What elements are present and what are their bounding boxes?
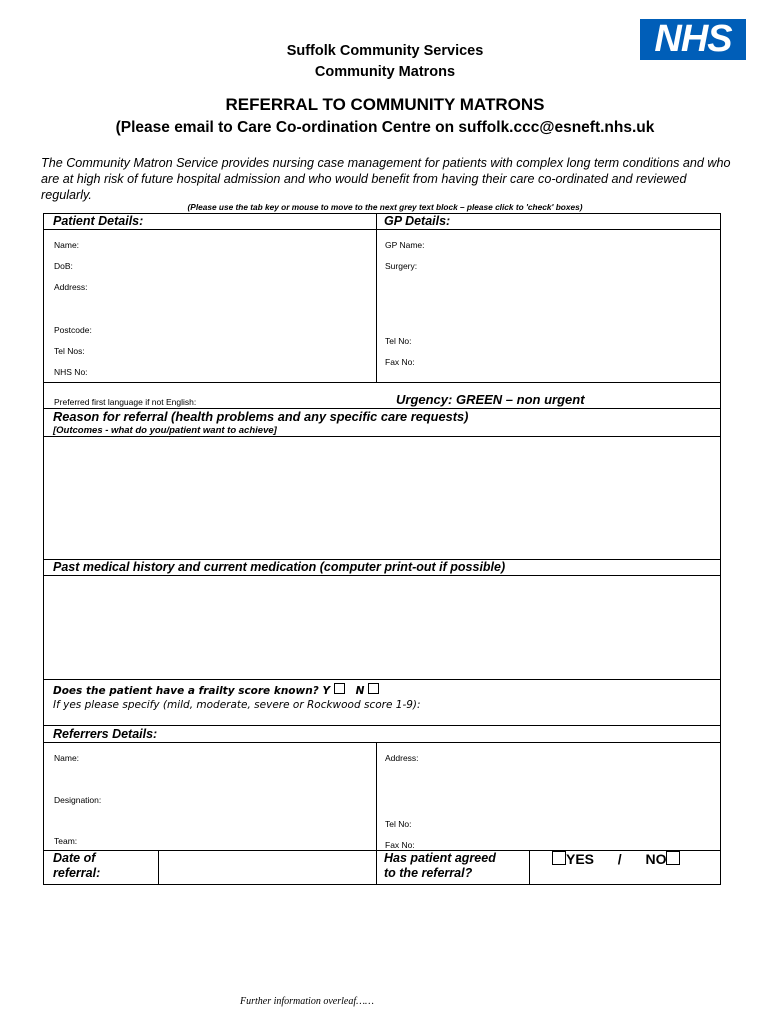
- patient-dob-label: DoB:: [54, 261, 73, 271]
- frailty-specify: If yes please specify (mild, moderate, severe or Rockwood score 1-9):: [53, 699, 421, 711]
- history-heading: Past medical history and current medication (computer print-out if possible): [53, 560, 506, 574]
- tab-note: (Please use the tab key or mouse to move to the next grey text block – please click to 'check' boxes): [187, 202, 583, 212]
- frailty-no-checkbox[interactable]: [368, 683, 379, 694]
- frailty-yes-checkbox[interactable]: [334, 683, 345, 694]
- patient-details-heading: Patient Details:: [53, 214, 144, 228]
- patient-nhs-no-label: NHS No:: [54, 367, 88, 377]
- history-field[interactable]: [44, 576, 720, 679]
- reason-field[interactable]: [44, 437, 720, 559]
- preferred-language-label: Preferred first language if not English:: [54, 397, 197, 407]
- date-of-referral-label: [53, 851, 100, 881]
- date-label-line2: referral:: [53, 866, 101, 880]
- intro-text: The Community Matron Service provides nursing case management for patients with complex long term conditions and who are at high risk of future hospital admission and who would benefit from having their care co-ordinated and reviewed regularly.: [41, 156, 731, 202]
- gp-tel-label: Tel No:: [385, 336, 412, 346]
- agreed-yes-checkbox[interactable]: [552, 851, 566, 865]
- patient-name-label: Name:: [54, 240, 80, 250]
- patient-postcode-label: Postcode:: [54, 325, 92, 335]
- patient-agreed-label: [384, 851, 496, 881]
- date-label-line1: Date of: [53, 851, 96, 865]
- page-subtitle: (Please email to Care Co-ordination Centre on suffolk.ccc@esneft.nhs.uk: [115, 119, 655, 136]
- outcomes-note: [Outcomes - what do you/patient want to achieve]: [53, 425, 277, 436]
- agreed-yes-label: YES: [566, 851, 595, 867]
- frailty-question-row: [53, 683, 379, 697]
- referrer-fax-label: Fax No:: [385, 840, 415, 850]
- frailty-yes-label: Y: [322, 685, 331, 697]
- referrer-team-label: Team:: [54, 836, 78, 846]
- referrer-heading: Referrers Details:: [53, 727, 158, 741]
- patient-address-label: Address:: [54, 282, 88, 292]
- urgency-text: Urgency: GREEN – non urgent: [396, 392, 585, 407]
- gp-fax-label: Fax No:: [385, 357, 415, 367]
- org-name: Suffolk Community Services: [286, 43, 484, 59]
- page-title: REFERRAL TO COMMUNITY MATRONS: [225, 95, 545, 114]
- agreed-label-line2: to the referral?: [384, 866, 473, 880]
- agreed-no-checkbox[interactable]: [666, 851, 680, 865]
- frailty-no-label: N: [355, 685, 365, 697]
- date-of-referral-field[interactable]: [159, 851, 376, 884]
- footer-note: Further information overleaf……: [240, 996, 374, 1007]
- agreed-no-label: NO: [645, 851, 667, 867]
- gp-details-heading: GP Details:: [384, 214, 451, 228]
- agreed-label-line1: Has patient agreed: [384, 851, 496, 865]
- frailty-question: Does the patient have a frailty score known?: [53, 685, 319, 697]
- referrer-designation-label: Designation:: [54, 795, 102, 805]
- agreed-options: [552, 851, 680, 867]
- agreed-slash: /: [617, 851, 622, 867]
- team-name: Community Matrons: [314, 64, 456, 80]
- referrer-name-label: Name:: [54, 753, 80, 763]
- gp-name-label: GP Name:: [385, 240, 425, 250]
- reason-heading: Reason for referral (health problems and any specific care requests): [53, 409, 469, 424]
- referrer-tel-label: Tel No:: [385, 819, 412, 829]
- gp-surgery-label: Surgery:: [385, 261, 418, 271]
- referrer-address-label: Address:: [385, 753, 419, 763]
- nhs-logo: NHS: [640, 19, 746, 60]
- patient-tel-label: Tel Nos:: [54, 346, 85, 356]
